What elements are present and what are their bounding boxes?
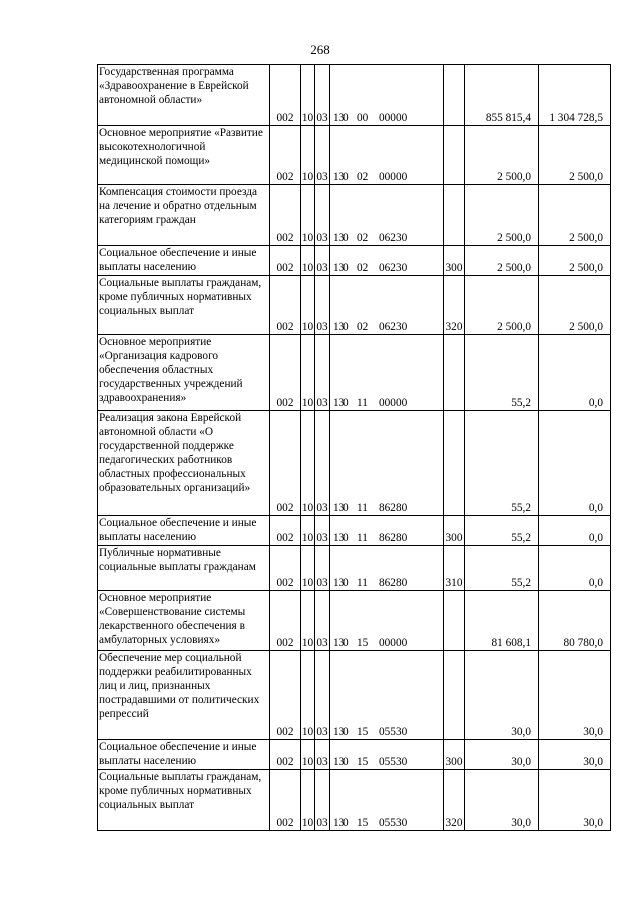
row-section-code: 10 bbox=[301, 546, 315, 591]
cs-direction: 06230 bbox=[379, 321, 408, 333]
row-sum-2: 30,0 bbox=[539, 770, 611, 831]
cs-event: 15 bbox=[357, 726, 369, 738]
row-target-article bbox=[330, 246, 444, 276]
row-sum-1: 30,0 bbox=[465, 651, 539, 740]
table-row bbox=[98, 516, 611, 546]
cs-subprogram: 0 bbox=[343, 232, 349, 244]
table-row bbox=[98, 65, 611, 126]
row-target-article bbox=[330, 740, 444, 770]
row-name: Обеспечение мер социальной поддержки реабилитированных лиц и лиц, признанных пострадавшими от политических репрессий bbox=[98, 651, 270, 740]
row-expense-type: 310 bbox=[444, 546, 465, 591]
cs-direction: 00000 bbox=[379, 112, 408, 124]
row-target-article bbox=[330, 651, 444, 740]
cs-program: 13 bbox=[333, 532, 345, 544]
row-target-article bbox=[330, 516, 444, 546]
row-sum-2: 2 500,0 bbox=[539, 276, 611, 335]
cs-subprogram: 0 bbox=[343, 171, 349, 183]
cs-event: 11 bbox=[357, 397, 368, 409]
row-subsection-code: 03 bbox=[315, 546, 330, 591]
cs-direction: 00000 bbox=[379, 171, 408, 183]
row-subsection-code: 03 bbox=[315, 770, 330, 831]
row-target-article bbox=[330, 411, 444, 516]
row-subsection-code: 03 bbox=[315, 651, 330, 740]
row-name: Основное мероприятие «Совершенствование системы лекарственного обеспечения в амбулаторных условиях» bbox=[98, 591, 270, 651]
row-name: Компенсация стоимости проезда на лечение и обратно отдельным категориям граждан bbox=[98, 185, 270, 246]
cs-event: 00 bbox=[357, 112, 369, 124]
row-section-code: 10 bbox=[301, 65, 315, 126]
row-section-code: 10 bbox=[301, 651, 315, 740]
table-row bbox=[98, 651, 611, 740]
row-sum-1: 855 815,4 bbox=[465, 65, 539, 126]
cs-direction: 06230 bbox=[379, 232, 408, 244]
table-row bbox=[98, 126, 611, 185]
row-expense-type bbox=[444, 335, 465, 411]
row-expense-type: 300 bbox=[444, 740, 465, 770]
cs-direction: 86280 bbox=[379, 532, 408, 544]
row-sum-2: 0,0 bbox=[539, 411, 611, 516]
row-expense-type bbox=[444, 65, 465, 126]
row-sum-2: 0,0 bbox=[539, 516, 611, 546]
row-expense-type: 300 bbox=[444, 516, 465, 546]
row-ministry-code: 002 bbox=[270, 546, 301, 591]
cs-subprogram: 0 bbox=[343, 577, 349, 589]
cs-direction: 00000 bbox=[379, 397, 408, 409]
row-target-article bbox=[330, 770, 444, 831]
row-expense-type bbox=[444, 126, 465, 185]
table-row bbox=[98, 591, 611, 651]
row-ministry-code: 002 bbox=[270, 185, 301, 246]
row-ministry-code: 002 bbox=[270, 335, 301, 411]
row-section-code: 10 bbox=[301, 126, 315, 185]
row-name: Социальное обеспечение и иные выплаты населению bbox=[98, 740, 270, 770]
row-sum-2: 0,0 bbox=[539, 335, 611, 411]
table-row bbox=[98, 185, 611, 246]
cs-event: 02 bbox=[357, 262, 369, 274]
cs-direction: 05530 bbox=[379, 756, 408, 768]
row-name: Реализация закона Еврейской автономной области «О государственной поддержке педагогических работников областных профессиональных образовательных организаций» bbox=[98, 411, 270, 516]
cs-direction: 00000 bbox=[379, 637, 408, 649]
row-sum-1: 2 500,0 bbox=[465, 185, 539, 246]
table-row bbox=[98, 335, 611, 411]
cs-subprogram: 0 bbox=[343, 756, 349, 768]
row-subsection-code: 03 bbox=[315, 276, 330, 335]
row-section-code: 10 bbox=[301, 591, 315, 651]
row-expense-type: 320 bbox=[444, 770, 465, 831]
row-sum-1: 2 500,0 bbox=[465, 126, 539, 185]
row-ministry-code: 002 bbox=[270, 591, 301, 651]
row-sum-2: 2 500,0 bbox=[539, 246, 611, 276]
cs-program: 13 bbox=[333, 577, 345, 589]
cs-program: 13 bbox=[333, 397, 345, 409]
row-subsection-code: 03 bbox=[315, 126, 330, 185]
row-section-code: 10 bbox=[301, 185, 315, 246]
row-ministry-code: 002 bbox=[270, 411, 301, 516]
row-subsection-code: 03 bbox=[315, 516, 330, 546]
row-subsection-code: 03 bbox=[315, 740, 330, 770]
row-name: Государственная программа «Здравоохранение в Еврейской автономной области» bbox=[98, 65, 270, 126]
row-target-article bbox=[330, 185, 444, 246]
row-sum-1: 55,2 bbox=[465, 411, 539, 516]
row-subsection-code: 03 bbox=[315, 411, 330, 516]
row-name: Основное мероприятие «Развитие высокотехнологичной медицинской помощи» bbox=[98, 126, 270, 185]
row-name: Публичные нормативные социальные выплаты гражданам bbox=[98, 546, 270, 591]
row-ministry-code: 002 bbox=[270, 516, 301, 546]
cs-event: 02 bbox=[357, 232, 369, 244]
budget-table-body bbox=[98, 65, 611, 831]
cs-subprogram: 0 bbox=[343, 817, 349, 829]
row-name: Социальное обеспечение и иные выплаты населению bbox=[98, 516, 270, 546]
cs-subprogram: 0 bbox=[343, 321, 349, 333]
row-sum-2: 1 304 728,5 bbox=[539, 65, 611, 126]
row-sum-2: 30,0 bbox=[539, 651, 611, 740]
row-section-code: 10 bbox=[301, 740, 315, 770]
row-subsection-code: 03 bbox=[315, 246, 330, 276]
cs-event: 02 bbox=[357, 171, 369, 183]
row-ministry-code: 002 bbox=[270, 276, 301, 335]
cs-event: 15 bbox=[357, 817, 369, 829]
row-name: Социальные выплаты гражданам, кроме публичных нормативных социальных выплат bbox=[98, 276, 270, 335]
row-section-code: 10 bbox=[301, 335, 315, 411]
row-subsection-code: 03 bbox=[315, 185, 330, 246]
row-ministry-code: 002 bbox=[270, 770, 301, 831]
row-section-code: 10 bbox=[301, 276, 315, 335]
row-sum-1: 2 500,0 bbox=[465, 246, 539, 276]
row-sum-2: 2 500,0 bbox=[539, 185, 611, 246]
cs-program: 13 bbox=[333, 637, 345, 649]
cs-program: 13 bbox=[333, 817, 345, 829]
row-target-article bbox=[330, 335, 444, 411]
row-sum-1: 55,2 bbox=[465, 335, 539, 411]
row-expense-type: 320 bbox=[444, 276, 465, 335]
row-sum-2: 0,0 bbox=[539, 546, 611, 591]
page-number: 268 bbox=[310, 42, 330, 57]
row-expense-type bbox=[444, 591, 465, 651]
cs-subprogram: 0 bbox=[343, 726, 349, 738]
row-target-article bbox=[330, 65, 444, 126]
row-expense-type: 300 bbox=[444, 246, 465, 276]
row-ministry-code: 002 bbox=[270, 246, 301, 276]
cs-program: 13 bbox=[333, 726, 345, 738]
row-target-article bbox=[330, 591, 444, 651]
row-sum-1: 81 608,1 bbox=[465, 591, 539, 651]
row-ministry-code: 002 bbox=[270, 65, 301, 126]
cs-direction: 86280 bbox=[379, 577, 408, 589]
cs-direction: 05530 bbox=[379, 726, 408, 738]
cs-event: 02 bbox=[357, 321, 369, 333]
cs-event: 15 bbox=[357, 756, 369, 768]
row-subsection-code: 03 bbox=[315, 335, 330, 411]
row-section-code: 10 bbox=[301, 246, 315, 276]
budget-table bbox=[97, 64, 611, 831]
row-target-article bbox=[330, 276, 444, 335]
row-section-code: 10 bbox=[301, 770, 315, 831]
cs-event: 11 bbox=[357, 532, 368, 544]
row-section-code: 10 bbox=[301, 411, 315, 516]
cs-program: 13 bbox=[333, 756, 345, 768]
row-target-article bbox=[330, 126, 444, 185]
row-ministry-code: 002 bbox=[270, 126, 301, 185]
row-target-article bbox=[330, 546, 444, 591]
table-row bbox=[98, 276, 611, 335]
row-sum-1: 30,0 bbox=[465, 740, 539, 770]
cs-event: 15 bbox=[357, 637, 369, 649]
row-sum-1: 55,2 bbox=[465, 546, 539, 591]
cs-direction: 05530 bbox=[379, 817, 408, 829]
row-name: Социальное обеспечение и иные выплаты населению bbox=[98, 246, 270, 276]
row-name: Социальные выплаты гражданам, кроме публичных нормативных социальных выплат bbox=[98, 770, 270, 831]
table-row bbox=[98, 740, 611, 770]
row-ministry-code: 002 bbox=[270, 651, 301, 740]
row-name: Основное мероприятие «Организация кадрового обеспечения областных государственных учреждений здравоохранения» bbox=[98, 335, 270, 411]
cs-program: 13 bbox=[333, 262, 345, 274]
cs-program: 13 bbox=[333, 502, 345, 514]
row-sum-2: 2 500,0 bbox=[539, 126, 611, 185]
cs-event: 11 bbox=[357, 577, 368, 589]
cs-program: 13 bbox=[333, 171, 345, 183]
row-subsection-code: 03 bbox=[315, 591, 330, 651]
cs-subprogram: 0 bbox=[343, 502, 349, 514]
cs-direction: 06230 bbox=[379, 262, 408, 274]
cs-subprogram: 0 bbox=[343, 637, 349, 649]
row-sum-1: 2 500,0 bbox=[465, 276, 539, 335]
table-row bbox=[98, 770, 611, 831]
cs-subprogram: 0 bbox=[343, 532, 349, 544]
row-sum-1: 55,2 bbox=[465, 516, 539, 546]
row-sum-2: 30,0 bbox=[539, 740, 611, 770]
cs-subprogram: 0 bbox=[343, 262, 349, 274]
table-row bbox=[98, 546, 611, 591]
row-sum-2: 80 780,0 bbox=[539, 591, 611, 651]
cs-direction: 86280 bbox=[379, 502, 408, 514]
row-expense-type bbox=[444, 651, 465, 740]
row-section-code: 10 bbox=[301, 516, 315, 546]
row-expense-type bbox=[444, 185, 465, 246]
row-ministry-code: 002 bbox=[270, 740, 301, 770]
table-row bbox=[98, 411, 611, 516]
row-subsection-code: 03 bbox=[315, 65, 330, 126]
cs-program: 13 bbox=[333, 321, 345, 333]
cs-event: 11 bbox=[357, 502, 368, 514]
table-row bbox=[98, 246, 611, 276]
row-sum-1: 30,0 bbox=[465, 770, 539, 831]
cs-subprogram: 0 bbox=[343, 112, 349, 124]
cs-program: 13 bbox=[333, 232, 345, 244]
cs-subprogram: 0 bbox=[343, 397, 349, 409]
cs-program: 13 bbox=[333, 112, 345, 124]
row-expense-type bbox=[444, 411, 465, 516]
